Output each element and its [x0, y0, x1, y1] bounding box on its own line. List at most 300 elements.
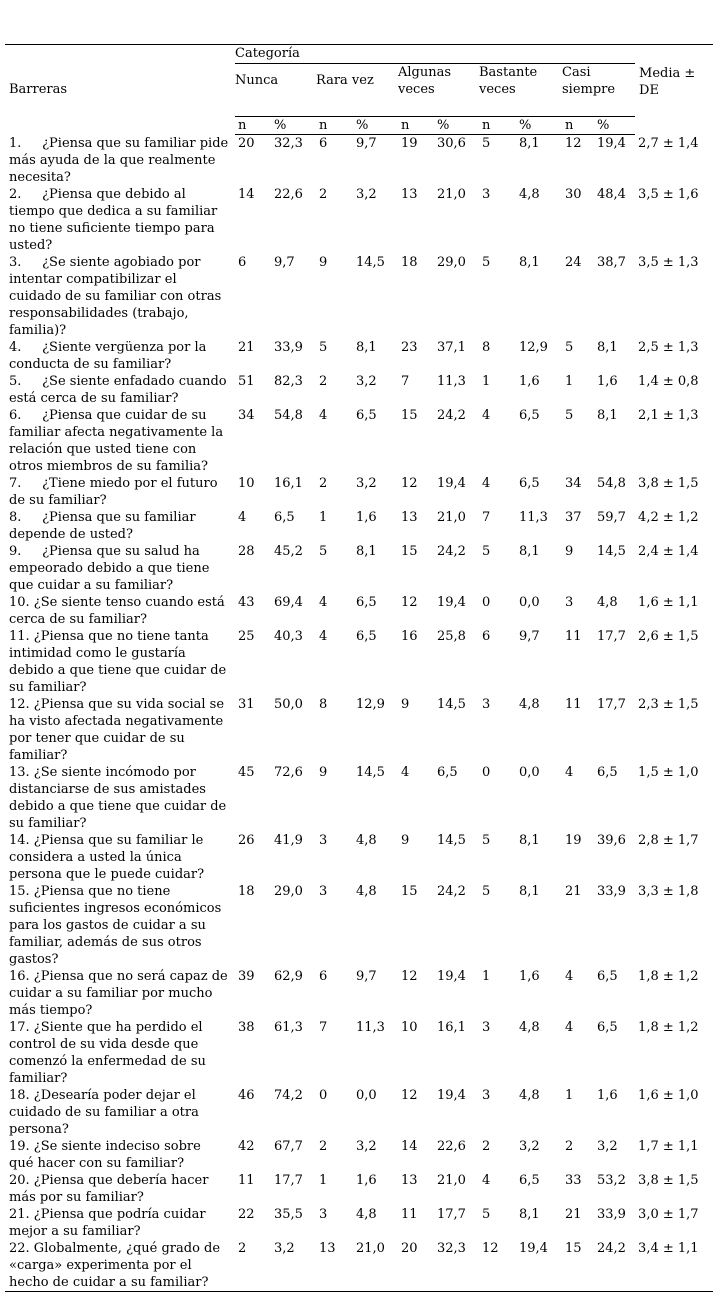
- count-cell: 5: [482, 254, 491, 270]
- header-n: n: [562, 117, 594, 135]
- count-cell: 2: [235, 1240, 271, 1292]
- count-cell: 6: [482, 628, 491, 644]
- percent-cell: 6,5: [519, 1172, 540, 1188]
- header-pct: %: [434, 117, 479, 135]
- percent-cell: 16,1: [437, 1019, 466, 1035]
- count-cell: 0: [482, 594, 491, 610]
- percent-cell: 17,7: [437, 1206, 466, 1222]
- header-n: n: [398, 117, 434, 135]
- percent-cell: 11,3: [437, 373, 466, 389]
- count-cell: 6: [319, 968, 328, 984]
- percent-cell: 33,9: [597, 1206, 626, 1222]
- percent-cell: 32,3: [434, 1240, 479, 1292]
- barrier-label: 5. ¿Se siente enfadado cuando está cerca de su familiar?: [9, 373, 231, 406]
- count-cell: 13: [316, 1240, 353, 1292]
- percent-cell: 8,1: [597, 407, 618, 423]
- percent-cell: 30,6: [437, 136, 466, 151]
- mean-sd-cell: 1,4 ± 0,8: [638, 373, 699, 389]
- count-cell: 1: [319, 1172, 328, 1188]
- count-cell: 14: [238, 186, 255, 202]
- percent-cell: 9,7: [356, 136, 377, 151]
- table-row: [5, 407, 713, 475]
- percent-cell: 8,1: [519, 1206, 540, 1222]
- mean-sd-cell: 3,5 ± 1,3: [638, 254, 699, 270]
- count-cell: 4: [482, 407, 491, 423]
- percent-cell: 3,2: [597, 1138, 618, 1154]
- percent-cell: 14,5: [437, 832, 466, 848]
- percent-cell: 19,4: [437, 594, 466, 610]
- percent-cell: 22,6: [274, 186, 303, 202]
- count-cell: 24: [565, 254, 582, 270]
- percent-cell: 9,7: [519, 628, 540, 644]
- barrier-label: 21. ¿Piensa que podría cuidar mejor a su familiar?: [9, 1206, 210, 1239]
- percent-cell: 11,3: [356, 1019, 385, 1035]
- mean-sd-cell: 2,8 ± 1,7: [638, 832, 699, 848]
- count-cell: 16: [401, 628, 418, 644]
- percent-cell: 21,0: [437, 186, 466, 202]
- percent-cell: 3,2: [356, 1138, 377, 1154]
- table-row: [5, 1240, 713, 1292]
- barrier-label: 16. ¿Piensa que no será capaz de cuidar a su familiar por mucho más tiempo?: [9, 968, 232, 1018]
- count-cell: 6: [238, 254, 247, 270]
- percent-cell: 21,0: [437, 509, 466, 525]
- header-group-rara-vez: Rara vez: [316, 64, 398, 117]
- count-cell: 26: [238, 832, 255, 848]
- mean-sd-cell: 3,8 ± 1,5: [638, 475, 699, 491]
- mean-sd-cell: 2,3 ± 1,5: [638, 696, 699, 712]
- count-cell: 8: [482, 339, 491, 355]
- percent-cell: 45,2: [274, 543, 303, 559]
- percent-cell: 16,1: [274, 475, 303, 491]
- barrier-label: 8. ¿Piensa que su familiar depende de usted?: [9, 509, 200, 542]
- table-row: [5, 186, 713, 254]
- count-cell: 2: [565, 1138, 574, 1154]
- percent-cell: 37,1: [437, 339, 466, 355]
- header-pct: %: [516, 117, 562, 135]
- percent-cell: 22,6: [437, 1138, 466, 1154]
- header-pct: %: [271, 117, 316, 135]
- count-cell: 10: [238, 475, 255, 491]
- count-cell: 4: [401, 764, 410, 780]
- count-cell: 2: [319, 475, 328, 491]
- table-row: [5, 883, 713, 968]
- percent-cell: 21,0: [437, 1172, 466, 1188]
- percent-cell: 17,7: [597, 696, 626, 712]
- table-row: [5, 135, 713, 186]
- percent-cell: 29,0: [437, 254, 466, 270]
- percent-cell: 6,5: [356, 407, 377, 423]
- percent-cell: 35,5: [274, 1206, 303, 1222]
- count-cell: 4: [482, 1172, 491, 1188]
- count-cell: 3: [482, 1019, 491, 1035]
- table-row: [5, 373, 713, 407]
- count-cell: 34: [565, 475, 582, 491]
- percent-cell: 21,0: [353, 1240, 398, 1292]
- count-cell: 4: [319, 407, 328, 423]
- percent-cell: 12,9: [519, 339, 548, 355]
- count-cell: 2: [319, 186, 328, 202]
- barrier-label: 7. ¿Tiene miedo por el futuro de su familiar?: [9, 475, 222, 508]
- mean-sd-cell: 4,2 ± 1,2: [638, 509, 699, 525]
- count-cell: 15: [401, 883, 418, 899]
- count-cell: 9: [565, 543, 574, 559]
- count-cell: 30: [565, 186, 582, 202]
- count-cell: 4: [565, 764, 574, 780]
- percent-cell: 33,9: [597, 883, 626, 899]
- barrier-label: 18. ¿Desearía poder dejar el cuidado de su familiar a otra persona?: [9, 1087, 203, 1137]
- percent-cell: 4,8: [519, 1019, 540, 1035]
- count-cell: 7: [319, 1019, 328, 1035]
- percent-cell: 4,8: [356, 832, 377, 848]
- count-cell: 10: [401, 1019, 418, 1035]
- count-cell: 20: [238, 136, 255, 151]
- percent-cell: 41,9: [274, 832, 303, 848]
- mean-sd-cell: 3,0 ± 1,7: [638, 1206, 699, 1222]
- count-cell: 11: [401, 1206, 418, 1222]
- count-cell: 3: [319, 883, 328, 899]
- percent-cell: 74,2: [274, 1087, 303, 1103]
- percent-cell: 6,5: [597, 968, 618, 984]
- count-cell: 6: [319, 136, 328, 151]
- percent-cell: 3,2: [519, 1138, 540, 1154]
- count-cell: 14: [401, 1138, 418, 1154]
- count-cell: 3: [482, 186, 491, 202]
- header-media: Media ± DE: [635, 45, 713, 135]
- percent-cell: 19,4: [437, 968, 466, 984]
- count-cell: 5: [319, 339, 328, 355]
- count-cell: 5: [482, 1206, 491, 1222]
- mean-sd-cell: 1,6 ± 1,1: [638, 594, 699, 610]
- count-cell: 9: [401, 696, 410, 712]
- header-n: n: [316, 117, 353, 135]
- table-row: [5, 254, 713, 339]
- header-pct: %: [594, 117, 635, 135]
- count-cell: 1: [482, 968, 491, 984]
- percent-cell: 4,8: [519, 696, 540, 712]
- percent-cell: 9,7: [356, 968, 377, 984]
- count-cell: 12: [401, 475, 418, 491]
- count-cell: 20: [398, 1240, 434, 1292]
- percent-cell: 19,4: [516, 1240, 562, 1292]
- percent-cell: 19,4: [437, 1087, 466, 1103]
- count-cell: 21: [565, 883, 582, 899]
- table-row: [5, 475, 713, 509]
- count-cell: 13: [401, 509, 418, 525]
- barrier-label: 3. ¿Se siente agobiado por intentar compatibilizar el cuidado de su familiar con otras responsabilidades (trabajo, familia)?: [9, 254, 226, 338]
- barrier-label: 19. ¿Se siente indeciso sobre qué hacer con su familiar?: [9, 1138, 205, 1171]
- mean-sd-cell: 1,6 ± 1,0: [638, 1087, 699, 1103]
- percent-cell: 4,8: [519, 186, 540, 202]
- table-row: [5, 832, 713, 883]
- header-pct: %: [353, 117, 398, 135]
- percent-cell: 4,8: [519, 1087, 540, 1103]
- percent-cell: 1,6: [519, 968, 540, 984]
- count-cell: 18: [401, 254, 418, 270]
- count-cell: 1: [319, 509, 328, 525]
- percent-cell: 24,2: [594, 1240, 635, 1292]
- percent-cell: 17,7: [597, 628, 626, 644]
- count-cell: 11: [238, 1172, 255, 1188]
- percent-cell: 54,8: [597, 475, 626, 491]
- mean-sd-cell: 2,6 ± 1,5: [638, 628, 699, 644]
- count-cell: 5: [482, 883, 491, 899]
- percent-cell: 12,9: [356, 696, 385, 712]
- percent-cell: 24,2: [437, 883, 466, 899]
- percent-cell: 8,1: [356, 543, 377, 559]
- count-cell: 1: [565, 1087, 574, 1103]
- percent-cell: 33,9: [274, 339, 303, 355]
- header-n: n: [479, 117, 516, 135]
- percent-cell: 29,0: [274, 883, 303, 899]
- percent-cell: 4,8: [356, 1206, 377, 1222]
- header-n: n: [235, 117, 271, 135]
- percent-cell: 3,2: [356, 475, 377, 491]
- percent-cell: 39,6: [597, 832, 626, 848]
- percent-cell: 19,4: [597, 136, 626, 151]
- header-group-nunca: Nunca: [235, 64, 316, 117]
- count-cell: 2: [319, 1138, 328, 1154]
- percent-cell: 82,3: [274, 373, 303, 389]
- percent-cell: 40,3: [274, 628, 303, 644]
- count-cell: 43: [238, 594, 255, 610]
- header-group-bastante-veces: Bastante veces: [479, 64, 562, 117]
- count-cell: 25: [238, 628, 255, 644]
- percent-cell: 6,5: [519, 407, 540, 423]
- count-cell: 31: [238, 696, 255, 712]
- percent-cell: 6,5: [437, 764, 458, 780]
- table-row: [5, 594, 713, 628]
- table-row: [5, 1019, 713, 1087]
- count-cell: 37: [565, 509, 582, 525]
- count-cell: 19: [401, 136, 418, 151]
- percent-cell: 48,4: [597, 186, 626, 202]
- barrier-label: 9. ¿Piensa que su salud ha empeorado debido a que tiene que cuidar a su familiar?: [9, 543, 214, 593]
- percent-cell: 3,2: [356, 373, 377, 389]
- percent-cell: 69,4: [274, 594, 303, 610]
- count-cell: 0: [319, 1087, 328, 1103]
- count-cell: 5: [482, 136, 491, 151]
- count-cell: 28: [238, 543, 255, 559]
- percent-cell: 6,5: [356, 594, 377, 610]
- count-cell: 4: [565, 1019, 574, 1035]
- count-cell: 5: [565, 339, 574, 355]
- count-cell: 5: [482, 832, 491, 848]
- table-row: [5, 696, 713, 764]
- count-cell: 33: [565, 1172, 582, 1188]
- count-cell: 4: [319, 628, 328, 644]
- percent-cell: 8,1: [519, 832, 540, 848]
- count-cell: 21: [238, 339, 255, 355]
- mean-sd-cell: 3,3 ± 1,8: [638, 883, 699, 899]
- percent-cell: 24,2: [437, 543, 466, 559]
- count-cell: 7: [482, 509, 491, 525]
- count-cell: 51: [238, 373, 255, 389]
- barrier-label: 20. ¿Piensa que debería hacer más por su familiar?: [9, 1172, 213, 1205]
- count-cell: 4: [565, 968, 574, 984]
- count-cell: 2: [319, 373, 328, 389]
- count-cell: 18: [238, 883, 255, 899]
- percent-cell: 14,5: [356, 254, 385, 270]
- percent-cell: 72,6: [274, 764, 303, 780]
- percent-cell: 8,1: [356, 339, 377, 355]
- barrier-label: 11. ¿Piensa que no tiene tanta intimidad como le gustaría debido a que tiene que cuidar de su familiar?: [9, 628, 231, 695]
- percent-cell: 54,8: [274, 407, 303, 423]
- percent-cell: 59,7: [597, 509, 626, 525]
- count-cell: 3: [482, 696, 491, 712]
- table-row: [5, 339, 713, 373]
- percent-cell: 1,6: [519, 373, 540, 389]
- percent-cell: 32,3: [274, 136, 303, 151]
- count-cell: 12: [401, 594, 418, 610]
- mean-sd-cell: 3,4 ± 1,1: [635, 1240, 713, 1292]
- count-cell: 38: [238, 1019, 255, 1035]
- barrier-label: 6. ¿Piensa que cuidar de su familiar afecta negativamente la relación que usted tiene con otros miembros de su familia?: [9, 407, 228, 474]
- count-cell: 39: [238, 968, 255, 984]
- percent-cell: 9,7: [274, 254, 295, 270]
- count-cell: 19: [565, 832, 582, 848]
- percent-cell: 1,6: [356, 509, 377, 525]
- percent-cell: 1,6: [597, 1087, 618, 1103]
- percent-cell: 1,6: [597, 373, 618, 389]
- percent-cell: 8,1: [519, 543, 540, 559]
- count-cell: 46: [238, 1087, 255, 1103]
- percent-cell: 8,1: [519, 254, 540, 270]
- count-cell: 5: [319, 543, 328, 559]
- count-cell: 2: [482, 1138, 491, 1154]
- count-cell: 4: [238, 509, 247, 525]
- table-row: [5, 1206, 713, 1240]
- count-cell: 9: [401, 832, 410, 848]
- percent-cell: 3,2: [356, 186, 377, 202]
- percent-cell: 14,5: [356, 764, 385, 780]
- count-cell: 3: [319, 832, 328, 848]
- barrier-label: 12. ¿Piensa que su vida social se ha visto afectada negativamente por tener que cuidar de su familiar?: [9, 696, 229, 763]
- count-cell: 9: [319, 254, 328, 270]
- percent-cell: 19,4: [437, 475, 466, 491]
- table-row: [5, 1138, 713, 1172]
- table-row: [5, 764, 713, 832]
- mean-sd-cell: 3,5 ± 1,6: [638, 186, 699, 202]
- table-row: [5, 1087, 713, 1138]
- mean-sd-cell: 3,8 ± 1,5: [638, 1172, 699, 1188]
- count-cell: 1: [482, 373, 491, 389]
- count-cell: 1: [565, 373, 574, 389]
- table-row: [5, 968, 713, 1019]
- count-cell: 13: [401, 1172, 418, 1188]
- count-cell: 5: [565, 407, 574, 423]
- count-cell: 12: [401, 968, 418, 984]
- header-barreras: Barreras: [5, 45, 235, 135]
- percent-cell: 8,1: [519, 136, 540, 151]
- percent-cell: 6,5: [356, 628, 377, 644]
- count-cell: 12: [565, 136, 582, 151]
- count-cell: 11: [565, 696, 582, 712]
- percent-cell: 3,2: [271, 1240, 316, 1292]
- barrier-label: 1. ¿Piensa que su familiar pide más ayuda de la que realmente necesita?: [9, 135, 233, 185]
- header-categoria: Categoría: [235, 45, 635, 64]
- count-cell: 42: [238, 1138, 255, 1154]
- percent-cell: 0,0: [519, 594, 540, 610]
- count-cell: 3: [482, 1087, 491, 1103]
- table-row: [5, 628, 713, 696]
- count-cell: 15: [401, 543, 418, 559]
- count-cell: 22: [238, 1206, 255, 1222]
- percent-cell: 14,5: [597, 543, 626, 559]
- table-row: [5, 543, 713, 594]
- count-cell: 5: [482, 543, 491, 559]
- table-row: [5, 1172, 713, 1206]
- count-cell: 9: [319, 764, 328, 780]
- barrier-label: 10. ¿Se siente tenso cuando está cerca de su familiar?: [9, 594, 229, 627]
- percent-cell: 25,8: [437, 628, 466, 644]
- count-cell: 21: [565, 1206, 582, 1222]
- header-group-casi-siempre: Casi siempre: [562, 64, 635, 117]
- barrier-label: 4. ¿Siente vergüenza por la conducta de su familiar?: [9, 339, 211, 372]
- percent-cell: 0,0: [356, 1087, 377, 1103]
- header-group-algunas-veces: Algunas veces: [398, 64, 479, 117]
- percent-cell: 14,5: [437, 696, 466, 712]
- table-body: [5, 135, 713, 1292]
- percent-cell: 53,2: [597, 1172, 626, 1188]
- percent-cell: 38,7: [597, 254, 626, 270]
- count-cell: 13: [401, 186, 418, 202]
- barrier-label: 13. ¿Se siente incómodo por distanciarse de sus amistades debido a que tiene que cuidar de su familiar?: [9, 764, 231, 831]
- percent-cell: 62,9: [274, 968, 303, 984]
- percent-cell: 1,6: [356, 1172, 377, 1188]
- count-cell: 45: [238, 764, 255, 780]
- mean-sd-cell: 1,8 ± 1,2: [638, 968, 699, 984]
- percent-cell: 6,5: [519, 475, 540, 491]
- mean-sd-cell: 1,8 ± 1,2: [638, 1019, 699, 1035]
- mean-sd-cell: 1,7 ± 1,1: [638, 1138, 699, 1154]
- mean-sd-cell: 2,4 ± 1,4: [638, 543, 699, 559]
- mean-sd-cell: 2,5 ± 1,3: [638, 339, 699, 355]
- count-cell: 15: [401, 407, 418, 423]
- count-cell: 3: [319, 1206, 328, 1222]
- mean-sd-cell: 1,5 ± 1,0: [638, 764, 699, 780]
- count-cell: 15: [562, 1240, 594, 1292]
- percent-cell: 8,1: [519, 883, 540, 899]
- count-cell: 0: [482, 764, 491, 780]
- barrier-label: 14. ¿Piensa que su familiar le considera a usted la única persona que le puede cuidar?: [9, 832, 208, 882]
- mean-sd-cell: 2,1 ± 1,3: [638, 407, 699, 423]
- count-cell: 8: [319, 696, 328, 712]
- count-cell: 3: [565, 594, 574, 610]
- barrier-label: 17. ¿Siente que ha perdido el control de su vida desde que comenzó la enfermedad de su familiar?: [9, 1019, 211, 1086]
- percent-cell: 17,7: [274, 1172, 303, 1188]
- count-cell: 12: [479, 1240, 516, 1292]
- count-cell: 12: [401, 1087, 418, 1103]
- count-cell: 34: [238, 407, 255, 423]
- count-cell: 4: [319, 594, 328, 610]
- count-cell: 7: [401, 373, 410, 389]
- barrier-label: 2. ¿Piensa que debido al tiempo que dedica a su familiar no tiene suficiente tiempo para usted?: [9, 186, 222, 253]
- count-cell: 11: [565, 628, 582, 644]
- barrier-label: 15. ¿Piensa que no tiene suficientes ingresos económicos para los gastos de cuidar a su familiar, además de sus otros gastos?: [9, 883, 226, 967]
- percent-cell: 67,7: [274, 1138, 303, 1154]
- percent-cell: 11,3: [519, 509, 548, 525]
- barrier-label: 22. Globalmente, ¿qué grado de «carga» experimenta por el hecho de cuidar a su familiar?: [5, 1240, 235, 1292]
- mean-sd-cell: 2,7 ± 1,4: [638, 135, 699, 151]
- count-cell: 4: [482, 475, 491, 491]
- barriers-table: [5, 44, 713, 1292]
- table-row: [5, 509, 713, 543]
- percent-cell: 50,0: [274, 696, 303, 712]
- percent-cell: 4,8: [597, 594, 618, 610]
- percent-cell: 24,2: [437, 407, 466, 423]
- percent-cell: 0,0: [519, 764, 540, 780]
- percent-cell: 6,5: [597, 1019, 618, 1035]
